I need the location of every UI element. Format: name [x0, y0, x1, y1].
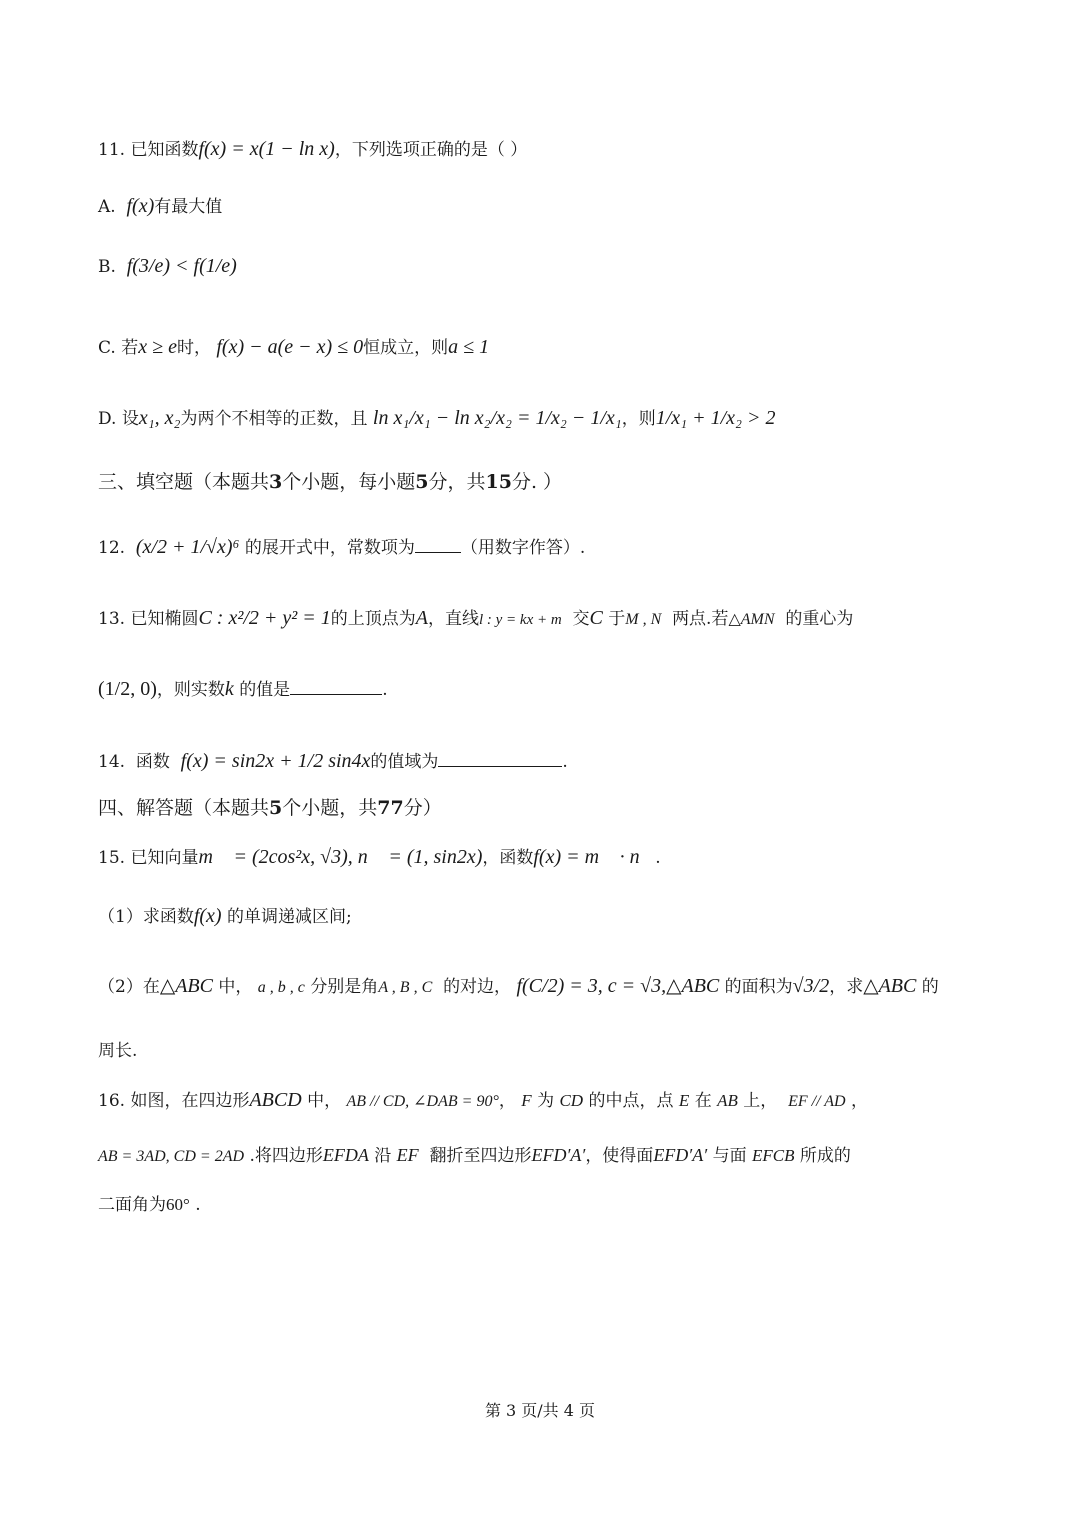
q12: 12. (x/2 + 1/√x)⁶ 的展开式中，常数项为 （用数字作答）.: [98, 536, 586, 558]
q14-answer-blank[interactable]: [438, 750, 562, 767]
q11-option-d: D. 设x₁, x₂为两个不相等的正数，且 ln x₁/x₁ − ln x₂/x₂ = 1/x₂ − 1/x₁，则1/x₁ + 1/x₂ > 2: [98, 407, 776, 429]
q16-line-1: 16. 如图，在四边形ABCD 中， AB // CD, ∠DAB = 90°， F 为 CD 的中点，点 E 在 AB 上， EF // AD ，: [98, 1089, 868, 1111]
q16-line-3: 二面角为60° .: [98, 1195, 201, 1215]
q13-answer-blank[interactable]: [290, 678, 382, 695]
q11-formula: f(x) = x(1 − ln x): [198, 138, 335, 160]
q11-option-a: A. f(x)有最大值: [98, 195, 223, 217]
q11-option-b-formula: f(3/e) < f(1/e): [126, 255, 237, 277]
q14-formula: f(x) = sin2x + 1/2 sin4x: [180, 750, 371, 772]
q13-line-2: (1/2, 0)，则实数k 的值是 .: [98, 678, 388, 700]
q13-line-1: 13. 已知椭圆C : x²/2 + y² = 1的上顶点为A，直线l : y = kx + m 交C 于M , N 两点.若△AMN 的重心为: [98, 607, 854, 629]
q15-part-1: （1）求函数f(x) 的单调递减区间;: [98, 905, 352, 927]
q15-part-2-cont: 周长.: [98, 1041, 138, 1061]
q11-option-c: C. 若x ≥ e时， f(x) − a(e − x) ≤ 0恒成立，则a ≤ 1: [98, 336, 490, 358]
q11-option-d-formula: ln x₁/x₁ − ln x₂/x₂ = 1/x₂ − 1/x₁: [372, 407, 622, 429]
q15-part-2: （2）在△ABC 中， a , b , c 分别是角A , B , C 的对边， f(C/2) = 3, c = √3,△ABC 的面积为√3/2，求△ABC 的: [98, 975, 939, 997]
q13-centroid: (1/2, 0): [98, 678, 157, 700]
q12-answer-blank[interactable]: [415, 536, 461, 553]
q11-option-b: B. f(3/e) < f(1/e): [98, 255, 237, 277]
section-3-heading: 三、填空题（本题共3个小题，每小题5分，共15分. ）: [98, 471, 563, 493]
section-4-heading: 四、解答题（本题共5个小题，共77分）: [98, 797, 442, 819]
page-footer: 第 3 页/共 4 页: [484, 1401, 596, 1420]
q15-stem: 15. 已知向量m⃗ = (2cos²x, √3), n⃗ = (1, sin2x)，函数f(x) = m⃗ · n⃗.: [98, 846, 661, 868]
q11-stem: 11. 已知函数f(x) = x(1 − ln x)，下列选项正确的是（ ）: [98, 138, 528, 160]
q14: 14. 函数 f(x) = sin2x + 1/2 sin4x的值域为 .: [98, 750, 568, 772]
q12-expression: (x/2 + 1/√x)⁶: [135, 536, 240, 558]
q16-line-2: AB = 3AD, CD = 2AD .将四边形EFDA 沿 EF 翻折至四边形EFD′A′，使得面EFD′A′ 与面 EFCB 所成的: [98, 1145, 851, 1166]
